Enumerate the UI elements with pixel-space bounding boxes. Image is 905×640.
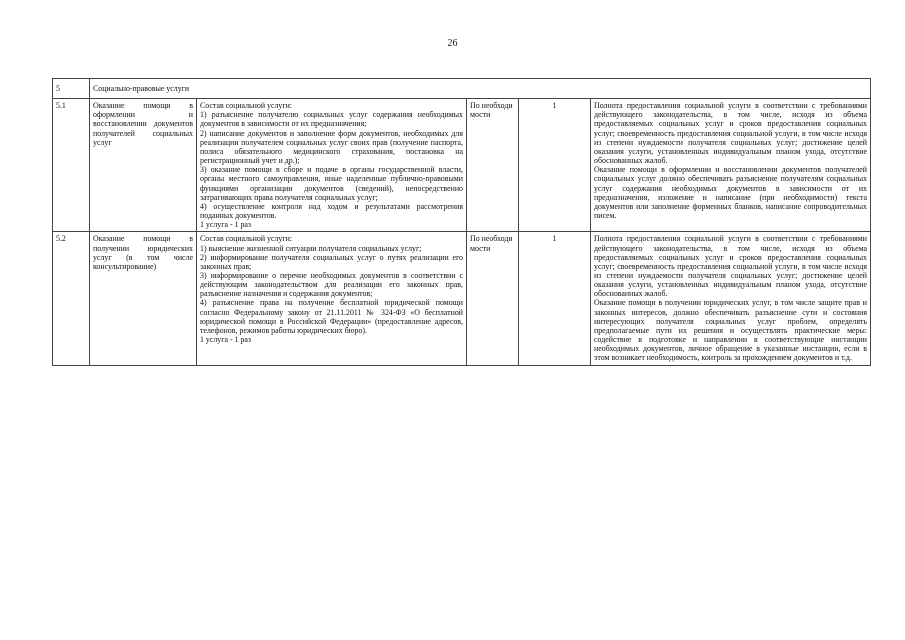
section-title: Социально-правовые услуги bbox=[90, 79, 871, 99]
quality-paragraph: Оказание помощи в оформлении и восстановлении документов получателей социальных услуг должно обеспечивать разъяснение получателям социальных услуг содержания необходимых документов в зависимости от их предназначения, изложение и написание (при необходимости) текста документов или заполнение форменных бланков, написание сопроводительных писем. bbox=[594, 165, 868, 221]
content-line: 1) разъяснение получателю социальных услуг содержания необходимых документов в зависимости от их предназначения; bbox=[200, 110, 463, 129]
quality-paragraph: Полнота предоставления социальной услуги в соответствии с требованиями действующего законодательства, в том числе, исходя из объема предоставляемых социальных услуг и сроков предоставления социальных услуг; своевременность предоставления социальной услуги, в том числе исходя из степени нуждаемости получателя социальных услуг; достижение целей оказания услуги, установленных индивидуальным планом ухода, отсутствие обоснованных жалоб. bbox=[594, 101, 868, 166]
service-content bbox=[197, 232, 467, 365]
service-period: По необходимости bbox=[467, 99, 519, 232]
table-row bbox=[53, 99, 871, 232]
quality-paragraph: Оказание помощи в получении юридических услуг, в том числе защите прав и законных интересов, должно обеспечивать разъяснение сути и состояния интересующих получателя социальных услуг проблем, определять предполагаемые пути их решения и осуществлять практические меры: содействие в подготовке и направлении в соответствующие инстанции необходимых документов, личное обращение в указанные инстанции, если в этом возникает необходимость, контроль за прохождением документов и т.д. bbox=[594, 298, 868, 363]
content-line: 3) информирование о перечне необходимых документов в соответствии с действующим законодательством для реализации его законных прав, разъяснение назначения и содержания документов; bbox=[200, 270, 463, 299]
content-line: 4) осуществление контроля над ходом и результатами рассмотрения поданных документов. bbox=[200, 201, 463, 221]
content-line: 1 услуга - 1 раз bbox=[200, 335, 252, 345]
content-line: 2) написание документов и заполнение форм документов, необходимых для реализации получателем социальных услуг своих прав (получение паспорта, полиса обязательного медицинского страхования, постановка на регистрационный учет и др.); bbox=[200, 128, 463, 166]
content-line: Состав социальной услуги: bbox=[200, 234, 292, 244]
service-period: По необходимости bbox=[467, 232, 519, 365]
section-row bbox=[53, 79, 871, 99]
service-name: Оказание помощи в оформлении и восстановлении документов получателей социальных услуг bbox=[90, 99, 197, 232]
row-number: 5.1 bbox=[53, 99, 90, 232]
row-number: 5.2 bbox=[53, 232, 90, 365]
content-line: 1 услуга - 1 раз bbox=[200, 220, 252, 230]
quality-paragraph: Полнота предоставления социальной услуги в соответствии с требованиями действующего законодательства, в том числе, исходя из объема предоставляемых социальных услуг и сроков предоставления социальных услуг; своевременность предоставления социальной услуги, в том числе исходя из степени нуждаемости получателя социальных услуг; достижение целей оказания услуги, установленных индивидуальным планом ухода, отсутствие обоснованных жалоб. bbox=[594, 234, 868, 299]
service-quality bbox=[591, 99, 871, 232]
service-name: Оказание помощи в получении юридических услуг (в том числе консультирование) bbox=[90, 232, 197, 365]
page-number: 26 bbox=[447, 38, 458, 49]
section-number: 5 bbox=[53, 79, 90, 99]
services-table bbox=[52, 78, 871, 366]
content-line: Состав социальной услуги: bbox=[200, 101, 292, 111]
content-line: 3) оказание помощи в сборе и подаче в органы государственной власти, органы местного самоуправления, иные наделенные публично-правовыми функциями организации документов (сведений), непосредственно затрагивающих права получателя социальных услуг; bbox=[200, 165, 463, 202]
content-line: 1) выяснение жизненной ситуации получателя социальных услуг; bbox=[200, 243, 422, 253]
service-count: 1 bbox=[519, 99, 591, 232]
service-content bbox=[197, 99, 467, 232]
table-row bbox=[53, 232, 871, 365]
service-quality bbox=[591, 232, 871, 365]
content-line: 4) разъяснение права на получение бесплатной юридической помощи согласно Федеральному закону от 21.11.2011 № 324-ФЗ «О бесплатной юридической помощи в Российской Федерации» (предоставление адресов, телефонов, режимов работы юридических бюро). bbox=[200, 298, 463, 335]
content-line: 2) информирование получателя социальных услуг о путях реализации его законных прав; bbox=[200, 252, 463, 271]
service-count: 1 bbox=[519, 232, 591, 365]
